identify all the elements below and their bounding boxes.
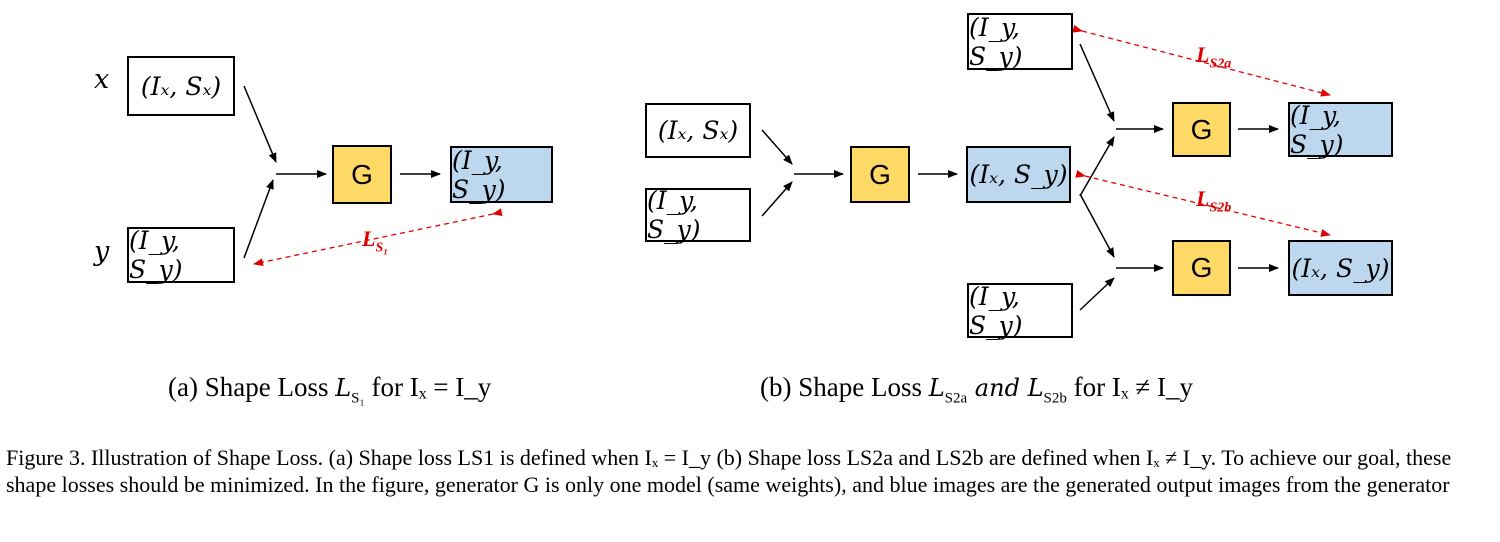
b-input-1-box: (Iₓ, Sₓ) [645, 103, 751, 158]
panel-b-caption: (b) Shape Loss $L_{S2a}$ and $L_{S2b}$ for Iₓ ≠ I_y [760, 372, 1193, 407]
arrow-top-in-to-join [1080, 44, 1114, 121]
loss-s2b-label: $L_{S2b}$ [1196, 186, 1232, 216]
panel-a-caption: (a) Shape Loss $L_{S_1}$ for Iₓ = I_y [168, 372, 492, 407]
b-bottom-input-box: (I_y, S_y) [967, 283, 1073, 338]
generator-box: G [332, 145, 392, 204]
b-input-2-box: (I_y, S_y) [645, 188, 751, 242]
input-y-box: (I_y, S_y) [127, 227, 235, 283]
input-x-box: (Iₓ, Sₓ) [127, 56, 235, 116]
arrow-mid-to-top-join [1080, 137, 1114, 196]
input-x-label: x [94, 64, 110, 95]
b-generator-3-box: G [1172, 240, 1231, 296]
loss-s2a-label: $L_{S2a}$ [1196, 42, 1232, 72]
arrow-mid-to-bot-join [1080, 194, 1114, 257]
b-top-input-box: (I_y, S_y) [967, 13, 1073, 70]
b-mid-output-box: (Iₓ, S_y) [966, 146, 1071, 203]
figure-caption: Figure 3. Illustration of Shape Loss. (a) Shape loss LS1 is defined when Iₓ = I_y (b) Shape loss LS2a and LS2b are defined when Iₓ ≠ I_y. To achieve our goal, these shape losses should be minimized. In the figure, generator G is only one model (same weights), and blue images are the generated output images from the generator [6, 445, 1452, 497]
arrow-x-to-join [244, 86, 276, 162]
arrow-b-in1-to-join [762, 130, 792, 164]
output-box: (I_y, S_y) [450, 146, 553, 203]
input-y-label: y [94, 236, 110, 267]
b-generator-1-box: G [850, 146, 910, 203]
b-bottom-output-box: (Iₓ, S_y) [1288, 240, 1393, 296]
arrow-bot-in-to-join [1080, 278, 1114, 310]
b-generator-2-box: G [1172, 102, 1231, 157]
b-top-output-box: (I_y, S_y) [1288, 102, 1393, 157]
arrow-b-in2-to-join [762, 182, 792, 216]
loss-s1-label: $L_{S_1}$ [362, 226, 389, 256]
arrow-y-to-join [244, 180, 273, 258]
